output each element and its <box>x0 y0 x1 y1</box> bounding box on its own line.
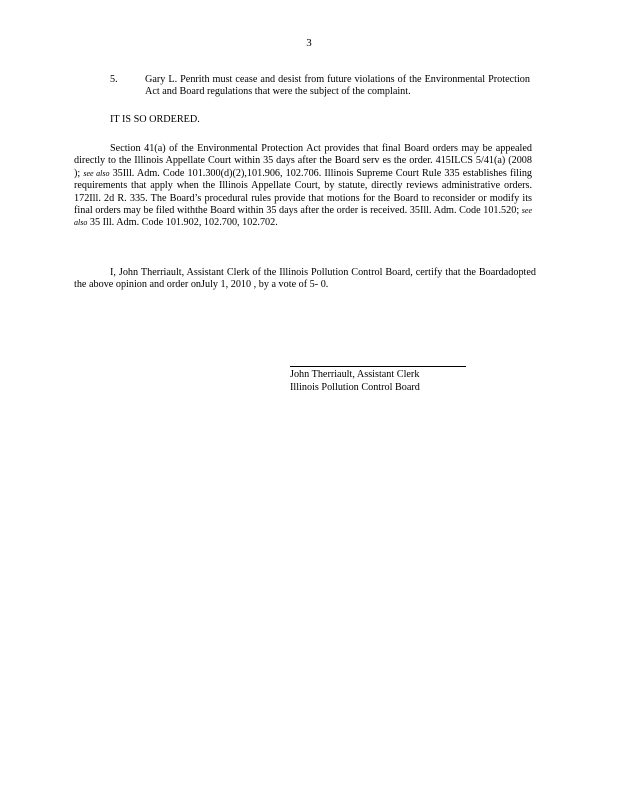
see-also-citation-2: see also <box>74 206 532 228</box>
signatory-name: John Therriault, Assistant Clerk <box>290 369 420 380</box>
so-ordered-heading: IT IS SO ORDERED. <box>110 114 200 125</box>
order-item-number: 5. <box>110 74 118 85</box>
appeal-paragraph <box>74 143 532 230</box>
see-also-citation-1: see also <box>83 168 110 178</box>
certification-paragraph: I, John Therriault, Assistant Clerk of the Illinois Pollution Control Board, certify that the Boardadopted the above opinion and order onJuly 1, 2010 , by a vote of 5- 0. <box>74 267 536 291</box>
signature-line <box>290 366 466 367</box>
page-number: 3 <box>306 37 312 49</box>
appeal-text-part-3: 35 Ill. Adm. Code 101.902, 102.700, 102.702. <box>89 217 278 229</box>
order-item-text: Gary L. Penrith must cease and desist from future violations of the Environmental Protection Act and Board regulations that were the subject of the complaint. <box>145 74 530 98</box>
signatory-organization: Illinois Pollution Control Board <box>290 382 420 393</box>
appeal-text-part-2: 35Ill. Adm. Code 101.300(d)(2),101.906, 102.706. Illinois Supreme Court Rule 335 establishes filing requirements that apply when the Illinois Appellate Court, by statute, directly reviews administrative orders. 172Ill. 2d R. 335. The Board’s procedural rules provide that motions for the Board to reconsider or modify its final orders may be filed withthe Board within 35 days after the order is received. 35Ill. Adm. Code 101.520; <box>74 167 533 217</box>
appeal-text-part-1: Section 41(a) of the Environmental Protection Act provides that final Board orders may be appealed directly to the Illinois Appellate Court within 35 days after the Board serv es the order. 415ILCS 5/41(a) (2008 ); <box>74 143 532 179</box>
